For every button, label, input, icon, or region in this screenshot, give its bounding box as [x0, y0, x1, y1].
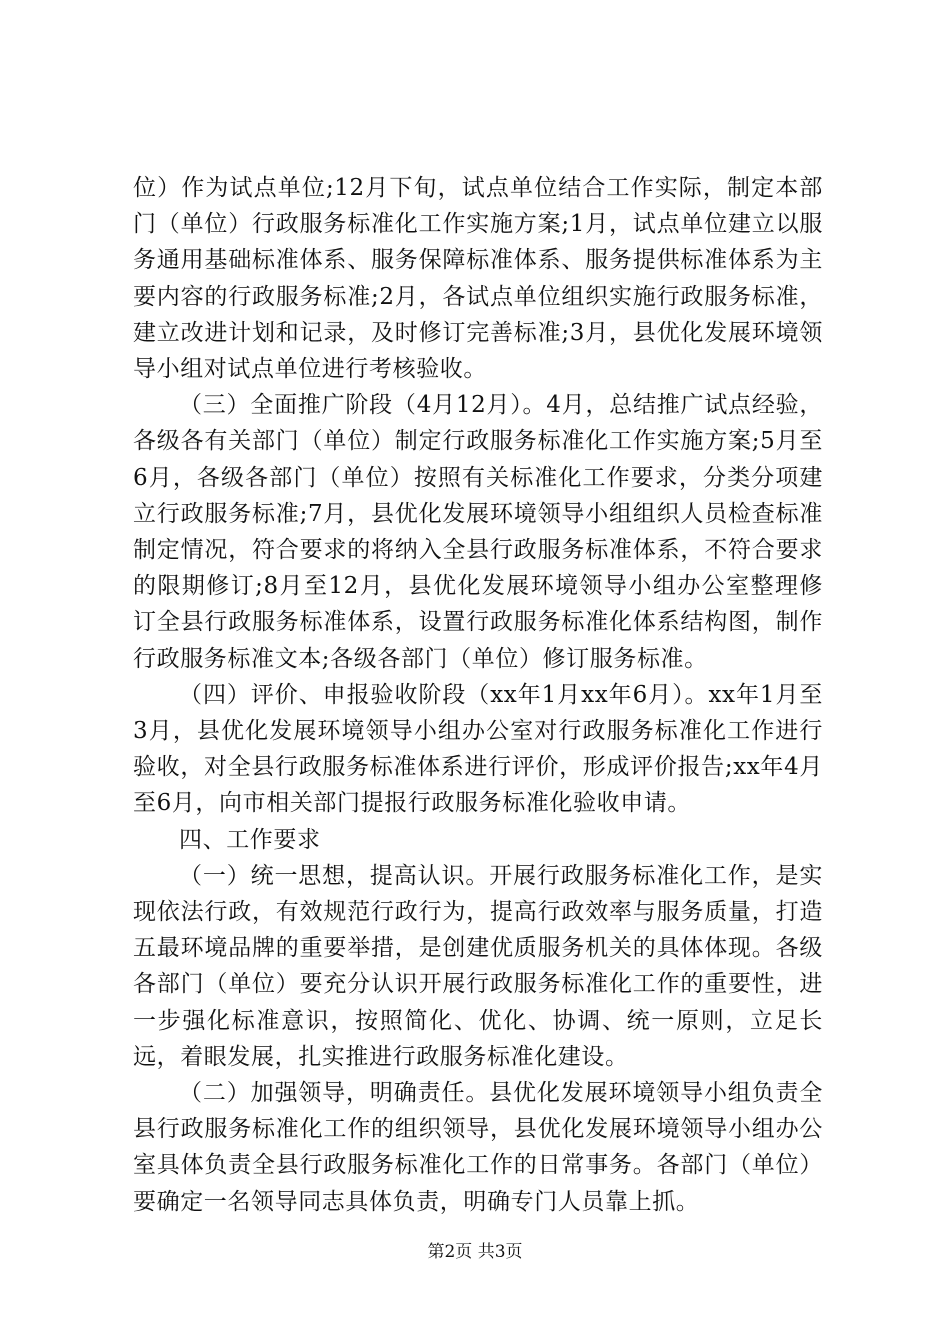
page-footer: 第2页 共3页: [427, 1242, 523, 1262]
paragraph-2: （三）全面推广阶段（4月12月）。4月，总结推广试点经验，各级各有关部门（单位）制定行政服务标准化工作实施方案;5月至6月，各级各部门（单位）按照有关标准化工作要求，分类分项建立行政服务标准;7月，县优化发展环境领导小组组织人员检查标准制定情况，符合要求的将纳入全县行政服务标准体系，不符合要求的限期修订;8月至12月，县优化发展环境领导小组办公室整理修订全县行政服务标准体系，设置行政服务标准化体系结构图，制作行政服务标准文本;各级各部门（单位）修订服务标准。: [133, 392, 823, 672]
paragraph-5: （一）统一思想，提高认识。开展行政服务标准化工作，是实现依法行政，有效规范行政行为，提高行政效率与服务质量，打造五最环境品牌的重要举措，是创建优质服务机关的具体体现。各级各部门（单位）要充分认识开展行政服务标准化工作的重要性，进一步强化标准意识，按照简化、优化、协调、统一原则，立足长远，着眼发展，扎实推进行政服务标准化建设。: [133, 862, 823, 1070]
paragraph-1: 位）作为试点单位;12月下旬，试点单位结合工作实际，制定本部门（单位）行政服务标准化工作实施方案;1月，试点单位建立以服务通用基础标准体系、服务保障标准体系、服务提供标准体系为主要内容的行政服务标准;2月，各试点单位组织实施行政服务标准，建立改进计划和记录，及时修订完善标准;3月，县优化发展环境领导小组对试点单位进行考核验收。: [133, 175, 823, 383]
section-heading-work-requirements: 四、工作要求: [179, 826, 321, 853]
paragraph-6: （二）加强领导，明确责任。县优化发展环境领导小组负责全县行政服务标准化工作的组织领导，县优化发展环境领导小组办公室具体负责全县行政服务标准化工作的日常事务。各部门（单位）要确定一名领导同志具体负责，明确专门人员靠上抓。: [133, 1080, 823, 1215]
paragraph-3: （四）评价、申报验收阶段（xx年1月xx年6月）。xx年1月至3月，县优化发展环境领导小组办公室对行政服务标准化工作进行验收，对全县行政服务标准体系进行评价，形成评价报告;xx年4月至6月，向市相关部门提报行政服务标准化验收申请。: [133, 681, 823, 817]
document-body: [133, 170, 823, 1220]
